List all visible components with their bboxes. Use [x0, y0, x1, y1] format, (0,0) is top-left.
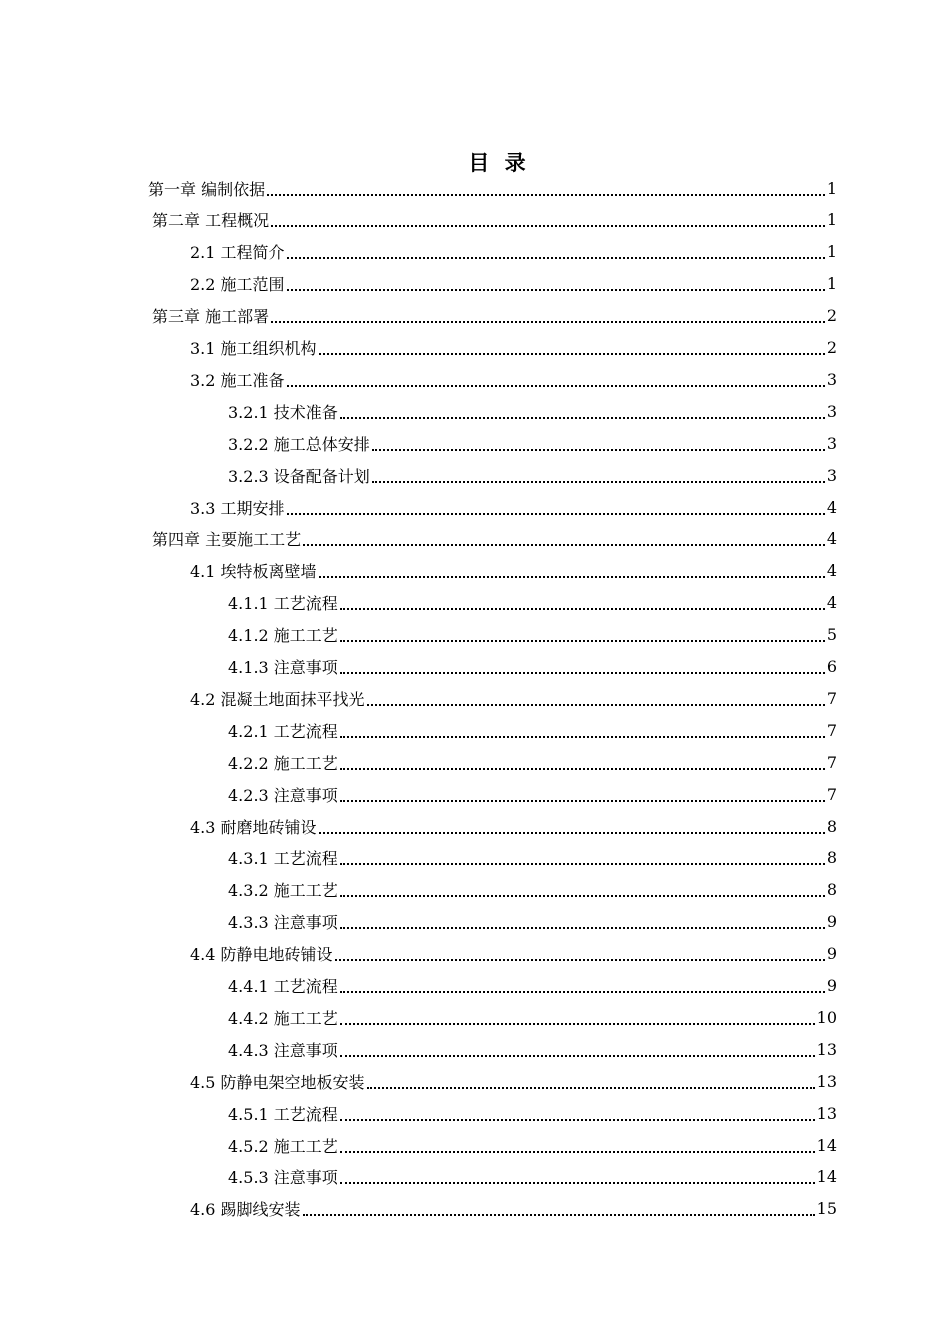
toc-entry[interactable] [152, 300, 837, 332]
toc-entry[interactable] [228, 427, 837, 459]
toc-entry[interactable] [190, 1065, 837, 1097]
toc-dot-leader [340, 1054, 815, 1057]
toc-entry-label: 3.1 施工组织机构 [190, 339, 317, 358]
toc-entry-label: 2.2 施工范围 [190, 275, 285, 295]
toc-entry-label: 4.1.1 工艺流程 [228, 594, 338, 614]
toc-entry-page-number: 1 [826, 274, 837, 294]
toc-entry-page-number: 13 [816, 1103, 837, 1123]
toc-dot-leader [340, 735, 825, 738]
toc-dot-leader [287, 256, 825, 259]
toc-entry-page-number: 7 [826, 752, 837, 772]
toc-entry-label: 3.2.3 设备配备计划 [228, 466, 370, 486]
toc-dot-leader [287, 512, 825, 515]
toc-entry-label: 4.4.3 注意事项 [228, 1040, 338, 1060]
toc-entry-page-number: 9 [826, 944, 837, 964]
toc-entry-label: 4.1.2 施工工艺 [228, 626, 338, 646]
toc-entry-page-number: 2 [826, 306, 837, 326]
toc-entry-label: 4.4 防静电地砖铺设 [190, 945, 333, 965]
toc-entry-page-number: 9 [826, 976, 837, 995]
toc-entry-label: 4.3 耐磨地砖铺设 [190, 817, 317, 837]
toc-entry[interactable] [228, 874, 837, 906]
toc-entry-page-number: 4 [826, 529, 837, 549]
toc-entry-label: 4.1.3 注意事项 [228, 658, 338, 677]
toc-entry-label: 4.5.2 施工工艺 [228, 1136, 338, 1156]
toc-dot-leader [340, 990, 825, 993]
toc-entry[interactable] [190, 268, 837, 300]
toc-entry[interactable] [190, 332, 837, 364]
toc-entry-label: 4.4.2 施工工艺 [228, 1008, 338, 1028]
toc-entry-page-number: 4 [826, 561, 837, 581]
toc-entry-page-number: 5 [826, 625, 837, 645]
toc-entry[interactable] [190, 236, 837, 268]
toc-entry-page-number: 3 [826, 433, 837, 453]
toc-entry-page-number: 7 [826, 688, 837, 708]
toc-dot-leader [340, 607, 825, 610]
toc-entry-label: 第三章 施工部署 [152, 307, 270, 327]
toc-entry-label: 3.2.1 技术准备 [228, 402, 338, 422]
toc-entry-label: 4.1 埃特板离壁墙 [190, 562, 317, 582]
toc-dot-leader [340, 799, 825, 802]
toc-dot-leader [287, 288, 825, 291]
toc-entry[interactable] [152, 204, 837, 236]
toc-dot-leader [367, 1086, 815, 1089]
toc-entry-label: 3.2 施工准备 [190, 370, 285, 390]
toc-entry[interactable] [190, 555, 837, 587]
toc-dot-leader [340, 1150, 815, 1153]
toc-dot-leader [367, 703, 825, 706]
toc-entry-label: 3.3 工期安排 [190, 498, 285, 518]
toc-entry[interactable] [228, 746, 837, 778]
toc-dot-leader [340, 1118, 815, 1121]
toc-dot-leader [271, 224, 825, 227]
toc-dot-leader [267, 193, 825, 196]
toc-entry-label: 4.2.2 施工工艺 [228, 753, 338, 773]
toc-entry-label: 4.3.3 注意事项 [228, 913, 338, 933]
toc-entry[interactable] [228, 906, 837, 938]
toc-entry[interactable] [190, 1193, 837, 1225]
toc-entry[interactable] [228, 395, 837, 427]
toc-dot-leader [340, 862, 825, 865]
toc-entry-page-number: 13 [816, 1071, 837, 1091]
toc-entry-page-number: 8 [826, 816, 837, 836]
toc-entry-page-number: 15 [816, 1199, 837, 1219]
toc-entry-page-number: 9 [826, 912, 837, 932]
toc-entry[interactable] [190, 491, 837, 523]
toc-dot-leader [271, 320, 825, 323]
toc-entry-page-number: 8 [826, 848, 837, 868]
toc-entry[interactable] [228, 1033, 837, 1065]
toc-dot-leader [303, 543, 825, 546]
toc-entry-label: 4.5.1 工艺流程 [228, 1104, 338, 1124]
toc-dot-leader [340, 671, 825, 674]
toc-entry-page-number: 4 [826, 497, 837, 517]
toc-entry-page-number: 6 [826, 657, 837, 676]
toc-entry-page-number: 10 [816, 1007, 837, 1027]
toc-entry-page-number: 3 [826, 369, 837, 389]
toc-dot-leader [340, 1181, 815, 1184]
toc-dot-leader [287, 384, 825, 387]
toc-dot-leader [319, 352, 825, 355]
toc-entry[interactable] [228, 778, 837, 810]
toc-entry-label: 第一章 编制依据 [148, 179, 266, 199]
toc-entry[interactable] [228, 1161, 837, 1193]
toc-dot-leader [340, 894, 825, 897]
toc-dot-leader [340, 1022, 815, 1025]
toc-entry-label: 4.4.1 工艺流程 [228, 977, 338, 996]
toc-entry[interactable] [228, 651, 837, 683]
toc-entry-page-number: 1 [826, 210, 837, 230]
toc-entry[interactable] [228, 619, 837, 651]
toc-entry[interactable] [190, 810, 837, 842]
toc-entry-page-number: 3 [826, 465, 837, 485]
toc-dot-leader [372, 448, 825, 451]
toc-entry[interactable] [190, 363, 837, 395]
toc-entry-page-number: 7 [826, 720, 837, 740]
toc-entry-label: 2.1 工程简介 [190, 243, 285, 263]
toc-entry-label: 4.2 混凝土地面抹平找光 [190, 689, 365, 709]
toc-entry[interactable] [152, 523, 837, 555]
toc-entry-label: 第四章 主要施工工艺 [152, 530, 302, 550]
toc-entry[interactable] [228, 459, 837, 491]
toc-entry[interactable] [228, 1001, 837, 1033]
toc-entry-page-number: 2 [826, 338, 837, 357]
toc-entry-label: 4.5.3 注意事项 [228, 1168, 338, 1188]
toc-entry-page-number: 14 [816, 1135, 837, 1155]
toc-entry-page-number: 14 [816, 1167, 837, 1187]
toc-entry[interactable] [228, 970, 837, 1002]
toc-dot-leader [340, 416, 825, 419]
toc-title: 目 录 [468, 150, 530, 175]
toc-entry-label: 4.2.3 注意事项 [228, 785, 338, 805]
toc-dot-leader [319, 575, 825, 578]
toc-entry-label: 4.3.1 工艺流程 [228, 849, 338, 869]
toc-dot-leader [319, 831, 825, 834]
toc-entry-label: 第二章 工程概况 [152, 211, 270, 231]
toc-entry[interactable] [228, 587, 837, 619]
toc-entry[interactable] [190, 938, 837, 970]
toc-entry-page-number: 7 [826, 784, 837, 804]
toc-entry[interactable] [228, 714, 837, 746]
toc-entry[interactable] [228, 1129, 837, 1161]
toc-entry-page-number: 1 [826, 178, 837, 198]
toc-entry[interactable] [148, 172, 837, 204]
toc-entry[interactable] [190, 682, 837, 714]
toc-entry-page-number: 1 [826, 242, 837, 262]
toc-entry-page-number: 13 [816, 1039, 837, 1059]
toc-entry-label: 4.6 踢脚线安装 [190, 1200, 301, 1220]
toc-entry[interactable] [228, 842, 837, 874]
toc-entry-label: 3.2.2 施工总体安排 [228, 434, 370, 454]
toc-entry-page-number: 8 [826, 880, 837, 900]
toc-dot-leader [340, 926, 825, 929]
toc-dot-leader [335, 958, 825, 961]
toc-entry-page-number: 4 [826, 593, 837, 613]
toc-entry-label: 4.2.1 工艺流程 [228, 721, 338, 741]
toc-dot-leader [340, 767, 825, 770]
toc-entry-label: 4.5 防静电架空地板安装 [190, 1072, 365, 1092]
toc-dot-leader [303, 1213, 815, 1216]
toc-dot-leader [340, 639, 825, 642]
toc-dot-leader [372, 480, 825, 483]
toc-entry[interactable] [228, 1097, 837, 1129]
toc-entry-label: 4.3.2 施工工艺 [228, 881, 338, 901]
toc-entry-page-number: 3 [826, 401, 837, 421]
